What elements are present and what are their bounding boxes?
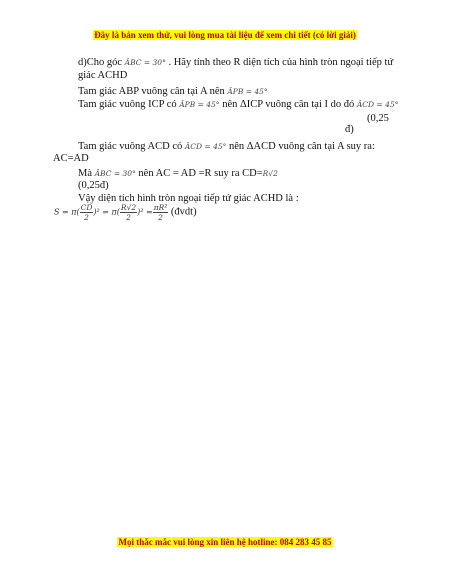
text-triangle-icp: Tam giác vuông ICP có <box>78 99 177 110</box>
frac-den-2c: 2 <box>158 213 163 222</box>
score-text-1b: đ) <box>345 124 354 135</box>
frac-den-2b: 2 <box>126 213 131 222</box>
line-triangle-abp <box>78 86 268 98</box>
formula-s-prefix: S = π( <box>54 207 80 217</box>
frac-num-cd: CD <box>80 203 93 212</box>
math-angle-abc-2: ÂBC = 30° <box>94 169 136 178</box>
text-acd-isosceles: nên ΔACD vuông cân tại A suy ra: <box>229 141 375 152</box>
hotline-banner <box>0 537 450 547</box>
text-ac-ad-r: nên AC = AD =R suy ra CD= <box>138 168 263 179</box>
formula-frac-pir2 <box>153 203 169 222</box>
formula-mid: )² = π( <box>93 207 120 217</box>
line-triangle-icp <box>78 99 398 111</box>
score-text-1a: (0,25 <box>367 113 389 124</box>
text-question: . Hãy tính theo R diện tích của hình tròn ngoại tiếp tứ <box>168 57 394 68</box>
frac-num-rsqrt2: R√2 <box>120 203 137 212</box>
text-quad-acdh: giác ACHD <box>78 70 128 81</box>
text-ac-eq-ad: AC=AD <box>53 153 89 164</box>
unit-dvdt: (đvdt) <box>170 206 197 218</box>
score-mark-2 <box>78 180 109 192</box>
formula-frac-cd <box>80 203 94 222</box>
math-angle-apb-2: ÂPB = 45° <box>179 100 220 109</box>
preview-banner <box>0 30 450 40</box>
math-angle-apb: ÂPB = 45° <box>227 87 268 96</box>
text-given: d)Cho góc <box>78 57 123 68</box>
frac-num-pir2: πR² <box>153 203 168 212</box>
line-cd-value <box>78 168 278 180</box>
area-formula <box>54 203 197 222</box>
text-ma: Mà <box>78 168 92 179</box>
math-r-sqrt2: R√2 <box>262 169 278 178</box>
hotline-text: Mọi thắc mắc vui lòng xin liên hệ hotline: 084 283 45 85 <box>118 537 332 547</box>
score-mark-1a <box>367 113 389 125</box>
line-quad <box>78 70 127 82</box>
preview-banner-text: Đây là bản xem thử, vui lòng mua tài liệu để xem chi tiết (có lời giải) <box>94 30 356 40</box>
formula-eq: )² = <box>137 207 153 217</box>
line-ac-ad <box>53 153 89 165</box>
formula-frac-rsqrt2 <box>120 203 137 222</box>
score-mark-1b <box>345 124 354 136</box>
line-given-angle <box>78 57 393 69</box>
math-angle-abc: ÂBC = 30° <box>124 58 166 67</box>
math-angle-acd-2: ÂCD = 45° <box>184 142 227 151</box>
frac-den-2a: 2 <box>84 213 89 222</box>
text-triangle-abp: Tam giác ABP vuông cân tại A nên <box>78 86 225 97</box>
score-text-2: (0,25đ) <box>78 180 109 191</box>
line-triangle-acd <box>78 141 375 153</box>
text-triangle-acd: Tam giác vuông ACD có <box>78 141 183 152</box>
text-icp-isosceles: nên ΔICP vuông cân tại I do đó <box>222 99 355 110</box>
math-angle-acd: ÂCD = 45° <box>356 100 399 109</box>
text-conclusion: Vậy diện tích hình tròn ngoại tiếp tứ giác ACHD là : <box>78 193 299 204</box>
